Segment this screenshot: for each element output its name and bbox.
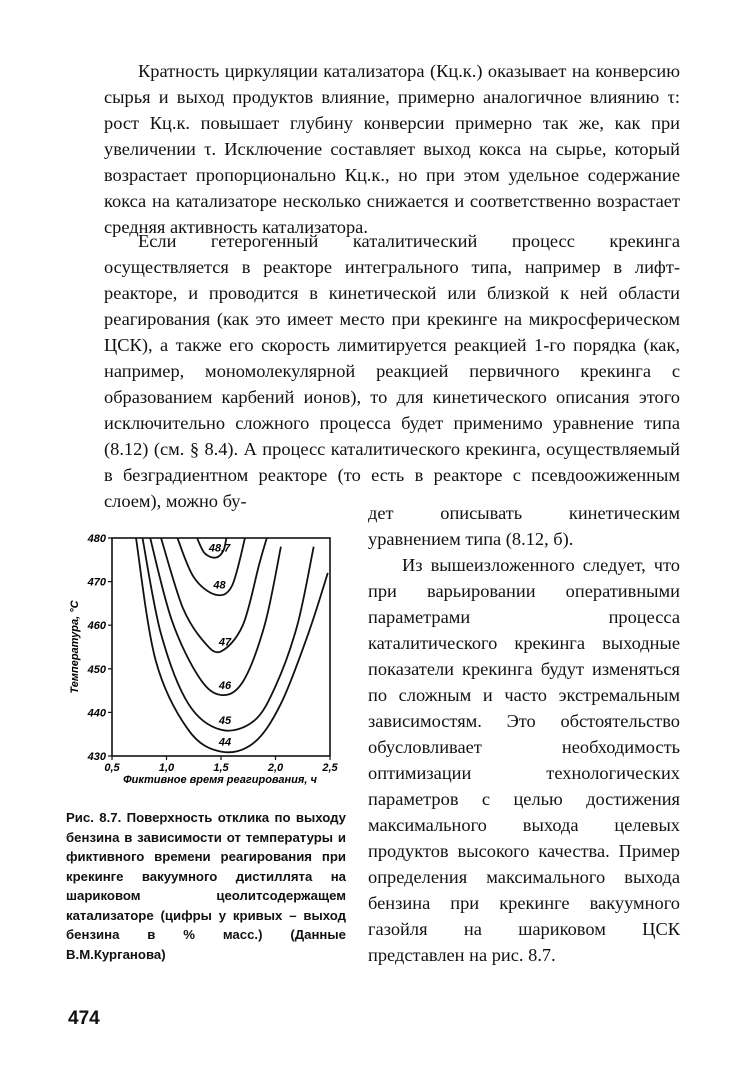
x-tick-label: 2,0 — [267, 762, 284, 774]
page-number: 474 — [68, 1008, 100, 1029]
right-column-text — [368, 500, 680, 968]
y-tick-label: 440 — [87, 707, 106, 720]
isoline-45 — [143, 538, 314, 731]
curve-label-48,7: 48,7 — [208, 542, 231, 555]
isolines — [136, 538, 328, 752]
y-tick-label: 480 — [87, 533, 106, 545]
curve-label-44: 44 — [218, 736, 232, 749]
curve-label-48: 48 — [213, 579, 226, 592]
x-axis-label: Фиктивное время реагирования, ч — [123, 774, 317, 786]
y-tick-label: 460 — [87, 620, 106, 633]
paragraph-circulation-ratio: Кратность циркуляции катализатора (Кц.к.) оказывает на конверсию сырья и выход продуктов влияние, примерно аналогичное влиянию τ: рост Кц.к. повышает глубину конверсии примерно так же, как при увеличении τ. Исключение составляет выход кокса на сырье, который возрастает пропорционально Кц.к., но при этом удельное содержание кокса на катализаторе несколько снижается и соответственно возрастает средняя активность катализатора. — [104, 61, 680, 237]
y-tick-label: 450 — [87, 663, 106, 676]
y-tick-label: 430 — [87, 751, 106, 763]
figure-8-7-chart — [60, 530, 340, 795]
curve-labels — [208, 543, 232, 749]
x-tick-label: 2,5 — [322, 762, 338, 774]
paragraph-equation-ref: дет описывать кинетическим уравнением типа (8.12, б). — [368, 503, 680, 549]
curve-label-46: 46 — [218, 679, 232, 692]
isoline-46 — [150, 538, 281, 695]
y-axis-ticks — [87, 533, 112, 763]
paragraph-kinetic-description: Если гетерогенный каталитический процесс крекинга осуществляется в реакторе интегрального типа, например в лифт-реакторе, и проводится в кинетической или близкой к ней области реагирования (как это имеет место при крекинге на микросферическом ЦСК), а также его скорость лимитируется реакцией 1-го порядка (как, например, мономолекулярной реакцией первичного крекинга с образованием карбений ионов), то для кинетического описания этого исключительно сложного процесса будет применимо уравнение типа (8.12) (см. § 8.4). А процесс каталитического крекинга, осуществляемый в безградиентном реакторе (то есть в реакторе с псевдоожиженным слоем), можно бу- — [104, 231, 680, 511]
x-tick-label: 0,5 — [104, 762, 120, 774]
curve-label-47: 47 — [218, 636, 232, 649]
x-tick-label: 1,0 — [158, 762, 175, 774]
y-axis-label: Температура, °С — [69, 600, 81, 694]
x-tick-label: 1,5 — [213, 762, 229, 774]
figure-caption: Рис. 8.7. Поверхность отклика по выходу бензина в зависимости от температуры и фиктивного времени реагирования при крекинге вакуумного дистиллята на шариковом цеолитсодержащем катализаторе (цифры у кривых – выход бензина в % масс.) (Данные В.М.Курганова) — [66, 810, 346, 962]
paragraph-conclusion: Из вышеизложенного следует, что при варьировании оперативными параметрами процесса каталитического крекинга выходные показатели крекинга будут изменяться по сложным и часто экстремальным зависимостям. Это обстоятельство обусловливает необходимость оптимизации технологических параметров с целью достижения максимального выхода целевых продуктов высокого качества. Пример определения максимального выхода бензина при крекинге вакуумного газойля на шариковом ЦСК представлен на рис. 8.7. — [368, 555, 680, 965]
x-axis-ticks — [104, 756, 338, 774]
y-tick-label: 470 — [87, 576, 106, 589]
curve-label-45: 45 — [218, 714, 232, 727]
